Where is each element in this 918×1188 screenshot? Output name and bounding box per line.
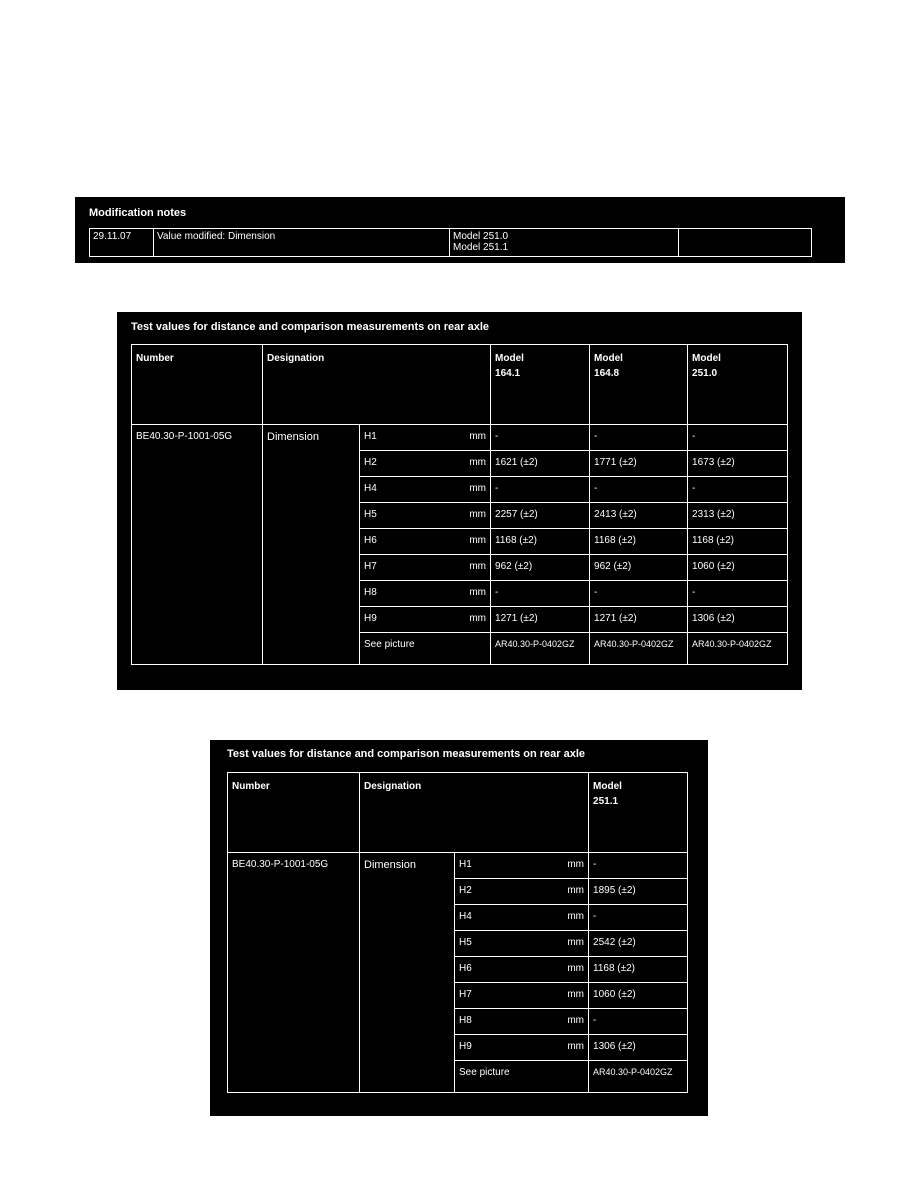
unit-label: mm [469,483,487,494]
value-cell: - [688,477,788,503]
dimension-cell [455,905,589,931]
part-number: BE40.30-P-1001-05G [132,425,263,665]
value-cell: 1168 (±2) [589,957,688,983]
modification-description: Value modified: Dimension [154,229,450,257]
dimension-label: H6 [459,963,472,974]
see-picture-label: See picture [360,633,491,665]
header-model [590,345,688,425]
value-cell: 2413 (±2) [590,503,688,529]
value-cell: 1168 (±2) [590,529,688,555]
value-cell: 2313 (±2) [688,503,788,529]
dimension-cell [360,555,491,581]
dimension-cell [360,451,491,477]
value-cell: - [590,477,688,503]
unit-label: mm [567,911,585,922]
value-cell: - [491,581,590,607]
dimension-label: H7 [459,989,472,1000]
model-code: 164.8 [594,368,620,379]
table-row [228,853,688,879]
test-values-table [227,772,688,1093]
unit-label: mm [469,561,487,572]
dimension-cell [455,853,589,879]
model-label: Model [692,353,721,364]
value-cell: - [589,905,688,931]
picture-ref: AR40.30-P-0402GZ [590,633,688,665]
test-values-title: Test values for distance and comparison measurements on rear axle [227,748,586,760]
unit-label: mm [469,509,487,520]
unit-label: mm [567,963,585,974]
header-designation: Designation [360,773,589,853]
value-cell: 1060 (±2) [688,555,788,581]
model-code: 251.0 [692,368,718,379]
model-code: 251.1 [593,796,619,807]
value-cell: - [491,425,590,451]
modification-date: 29.11.07 [90,229,154,257]
modification-notes-table [89,228,812,257]
dimension-cell [360,477,491,503]
dimension-cell [455,957,589,983]
modification-model: Model 251.0 [453,231,509,242]
value-cell: 1060 (±2) [589,983,688,1009]
dimension-label: H5 [459,937,472,948]
dimension-cell [360,607,491,633]
dimension-label: H4 [364,483,377,494]
dimension-label: H2 [459,885,472,896]
dimension-label: H8 [459,1015,472,1026]
value-cell: 1168 (±2) [688,529,788,555]
dimension-cell [455,931,589,957]
picture-ref: AR40.30-P-0402GZ [491,633,590,665]
test-values-table [131,344,788,665]
dimension-label: H5 [364,509,377,520]
table-row [90,229,812,257]
header-model [589,773,688,853]
dimension-label: H9 [459,1041,472,1052]
value-cell: 1271 (±2) [491,607,590,633]
table-row [132,425,788,451]
test-values-title: Test values for distance and comparison measurements on rear axle [131,321,490,333]
unit-label: mm [567,859,585,870]
unit-label: mm [567,1041,585,1052]
unit-label: mm [469,457,487,468]
unit-label: mm [567,937,585,948]
dimension-cell [360,425,491,451]
dimension-cell [455,983,589,1009]
unit-label: mm [567,989,585,1000]
dimension-label: H4 [459,911,472,922]
value-cell: 1771 (±2) [590,451,688,477]
model-label: Model [593,781,622,792]
dimension-label: H9 [364,613,377,624]
dimension-label: H8 [364,587,377,598]
header-model [491,345,590,425]
value-cell: 2542 (±2) [589,931,688,957]
dimension-cell [455,1009,589,1035]
value-cell: - [688,425,788,451]
value-cell: 1306 (±2) [688,607,788,633]
modification-models [450,229,679,257]
model-label: Model [594,353,623,364]
dimension-label: H6 [364,535,377,546]
value-cell: 962 (±2) [491,555,590,581]
header-model [688,345,788,425]
test-values-panel-2 [210,740,708,1116]
dimension-label: H1 [459,859,472,870]
picture-ref: AR40.30-P-0402GZ [688,633,788,665]
value-cell: - [688,581,788,607]
modification-notes-title: Modification notes [89,207,187,219]
unit-label: mm [469,431,487,442]
unit-label: mm [469,587,487,598]
dimension-label: H2 [364,457,377,468]
modification-model: Model 251.1 [453,242,509,253]
value-cell: 1168 (±2) [491,529,590,555]
table-header-row [228,773,688,853]
modification-notes-panel [75,197,845,263]
test-values-panel-1 [117,312,802,690]
dimension-label: H7 [364,561,377,572]
unit-label: mm [469,613,487,624]
value-cell: - [590,425,688,451]
dimension-cell [455,1035,589,1061]
value-cell: - [589,853,688,879]
value-cell: - [590,581,688,607]
model-code: 164.1 [495,368,521,379]
value-cell: - [491,477,590,503]
value-cell: 1271 (±2) [590,607,688,633]
table-header-row [132,345,788,425]
dimension-cell [360,503,491,529]
unit-label: mm [469,535,487,546]
picture-ref: AR40.30-P-0402GZ [589,1061,688,1093]
modification-extra [679,229,812,257]
value-cell: 1621 (±2) [491,451,590,477]
unit-label: mm [567,1015,585,1026]
header-designation: Designation [263,345,491,425]
value-cell: 962 (±2) [590,555,688,581]
header-number: Number [228,773,360,853]
value-cell: 1673 (±2) [688,451,788,477]
part-number: BE40.30-P-1001-05G [228,853,360,1093]
designation: Dimension [263,425,360,665]
model-label: Model [495,353,524,364]
dimension-label: H1 [364,431,377,442]
value-cell: 1306 (±2) [589,1035,688,1061]
value-cell: 2257 (±2) [491,503,590,529]
unit-label: mm [567,885,585,896]
see-picture-label: See picture [455,1061,589,1093]
dimension-cell [455,879,589,905]
designation: Dimension [360,853,455,1093]
value-cell: - [589,1009,688,1035]
header-number: Number [132,345,263,425]
dimension-cell [360,581,491,607]
value-cell: 1895 (±2) [589,879,688,905]
dimension-cell [360,529,491,555]
